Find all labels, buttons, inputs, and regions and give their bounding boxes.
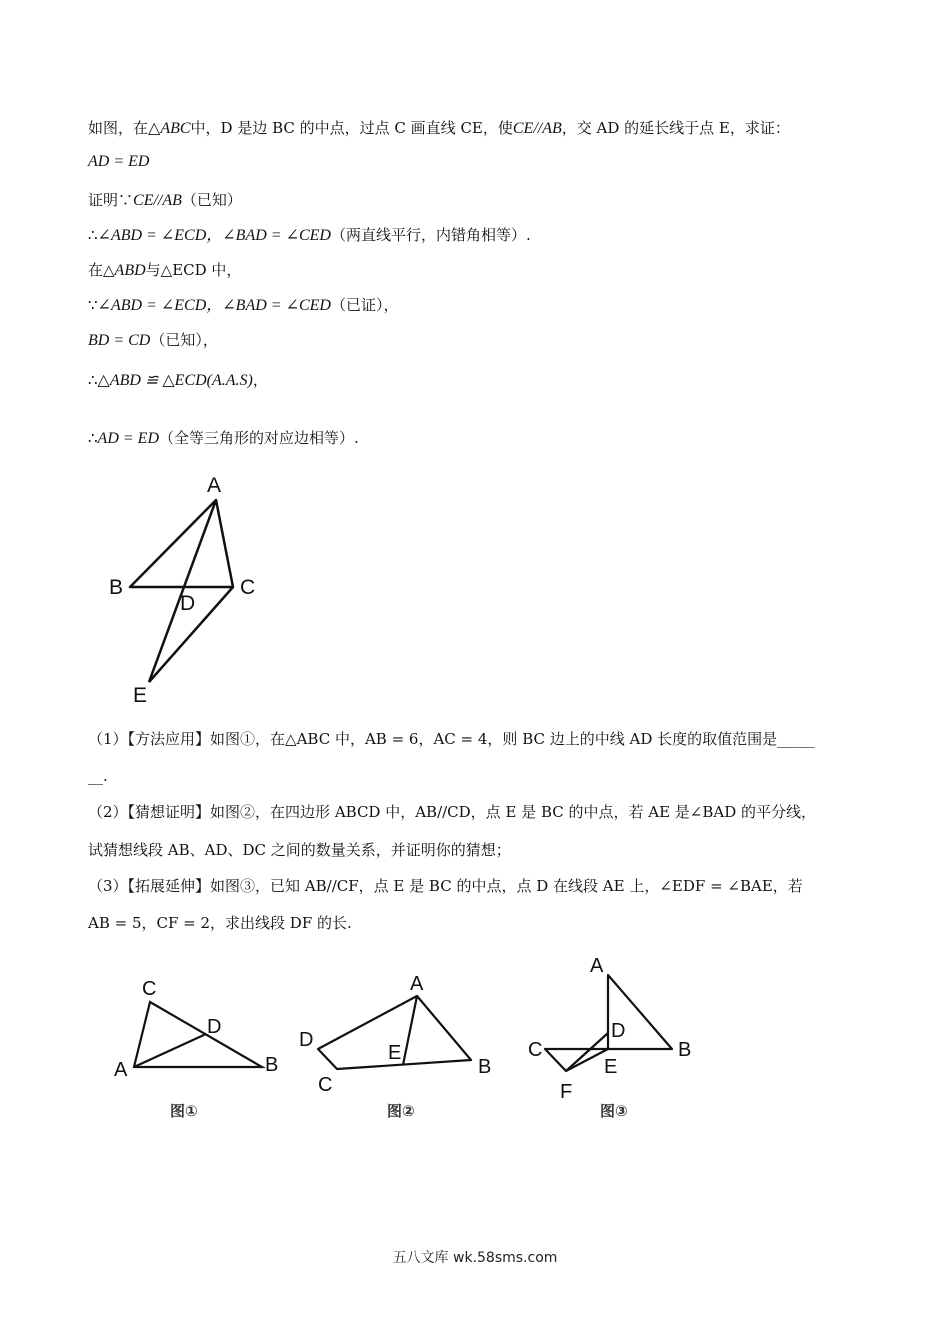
label-e: E xyxy=(133,684,148,707)
question-1: （1）【方法应用】如图①，在△ABC 中，AB = 6，AC = 4，则 BC 边上的中线 AD 长度的取值范围是_____ xyxy=(88,730,815,748)
fig3-label-e: E xyxy=(604,1056,618,1078)
fig1-label-c: C xyxy=(142,978,157,1000)
main-figure xyxy=(100,470,270,710)
fig3-label-f: F xyxy=(560,1081,573,1103)
figure-2-caption: 图② xyxy=(387,1102,415,1120)
label-d: D xyxy=(180,592,196,615)
fig2-label-b: B xyxy=(478,1056,492,1078)
triangle-abc xyxy=(130,500,233,587)
fig3-label-c: C xyxy=(528,1039,543,1061)
fig2-segment-ae xyxy=(403,996,417,1065)
question-3-cont: AB = 5，CF = 2，求出线段 DF 的长. xyxy=(88,914,352,932)
fig3-label-b: B xyxy=(678,1039,692,1061)
fig2-label-c: C xyxy=(318,1074,333,1096)
proof-line: BD = CD（已知）， xyxy=(88,331,218,349)
question-3: （3）【拓展延伸】如图③，已知 AB//CF，点 E 是 BC 的中点，点 D 在线段 AE 上，∠EDF = ∠BAE，若 xyxy=(88,877,803,895)
problem-intro: 如图，在△ABC中，D 是边 BC 的中点，过点 C 画直线 CE，使CE//AB，交 AD 的延长线于点 E，求证： xyxy=(88,119,790,137)
question-2-cont: 试猜想线段 AB、AD、DC 之间的数量关系，并证明你的猜想； xyxy=(88,841,511,859)
fig1-label-d: D xyxy=(207,1016,222,1038)
fig3-label-a: A xyxy=(590,955,604,977)
proof-line: ∴△ABD ≌ △ECD(A.A.S)， xyxy=(88,371,268,389)
figure-2 xyxy=(290,965,510,1100)
proof-line: ∴AD = ED（全等三角形的对应边相等）. xyxy=(88,429,359,447)
figure-1-caption: 图① xyxy=(170,1102,198,1120)
proof-line: ∵∠ABD = ∠ECD，∠BAD = ∠CED（已证）， xyxy=(88,296,399,314)
fig3-label-d: D xyxy=(611,1020,626,1042)
figure-1 xyxy=(110,970,290,1085)
footer-watermark: 五八文库 wk.58sms.com xyxy=(392,1250,558,1266)
fig1-label-a: A xyxy=(114,1059,128,1081)
figure-3 xyxy=(520,945,710,1105)
fig2-label-a: A xyxy=(410,973,424,995)
label-c: C xyxy=(240,576,256,599)
question-2: （2）【猜想证明】如图②，在四边形 ABCD 中，AB//CD，点 E 是 BC 的中点，若 AE 是∠BAD 的平分线， xyxy=(88,803,817,821)
label-a: A xyxy=(207,474,222,497)
fig2-label-d: D xyxy=(299,1029,314,1051)
fig3-triangle-cef xyxy=(545,1049,608,1071)
question-1-cont: __. xyxy=(88,767,108,785)
label-b: B xyxy=(109,576,124,599)
proof-line: 证明∵CE//AB（已知） xyxy=(88,191,242,209)
proof-line: ∴∠ABD = ∠ECD，∠BAD = ∠CED（两直线平行，内错角相等）. xyxy=(88,226,531,244)
proof-line: 在△ABD与△ECD 中， xyxy=(88,261,242,279)
proof-goal: AD = ED xyxy=(88,153,150,170)
figure-3-caption: 图③ xyxy=(600,1102,628,1120)
segment-ae xyxy=(149,500,216,682)
fig1-median xyxy=(134,1034,206,1067)
fig1-label-b: B xyxy=(265,1054,279,1076)
fig2-label-e: E xyxy=(388,1042,402,1064)
